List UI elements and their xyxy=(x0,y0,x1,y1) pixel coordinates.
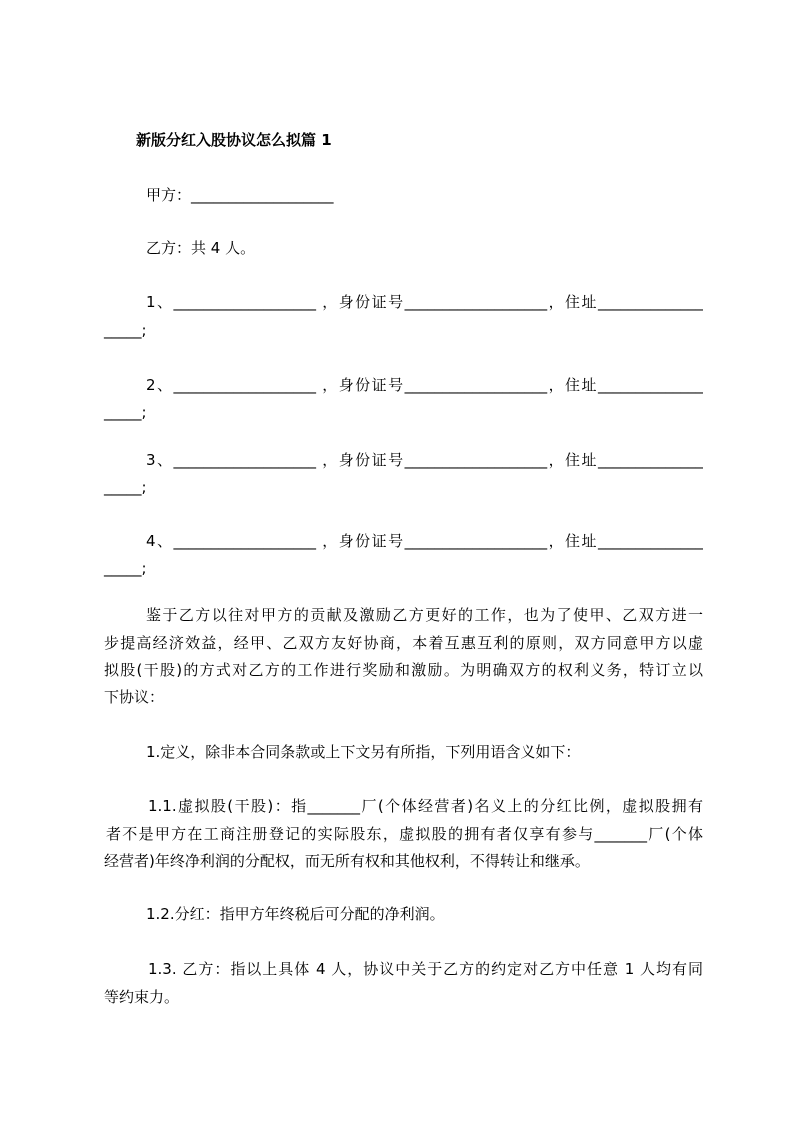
preamble-line: 鉴于乙方以往对甲方的贡献及激励乙方更好的工作，也为了使甲、乙双方进一 xyxy=(146,606,703,624)
party-b-line: 乙方：共 4 人。 xyxy=(146,239,256,257)
member-4-line: 4、___________________ ，身份证号___________________，住址______________ xyxy=(146,532,703,550)
party-a-line: 甲方：___________________ xyxy=(146,186,334,204)
member-3-cont: _____; xyxy=(104,478,147,496)
member-4-cont: _____; xyxy=(104,559,147,577)
clause-1-2: 1.2.分红：指甲方年终税后可分配的净利润。 xyxy=(146,905,445,923)
preamble-line: 拟股(干股)的方式对乙方的工作进行奖励和激励。为明确双方的权利义务，特订立以 xyxy=(104,661,703,679)
member-2-line: 2、___________________ ，身份证号___________________，住址______________ xyxy=(146,376,703,394)
preamble-line: 下协议： xyxy=(104,688,165,706)
clause-1-1-line: 经营者)年终净利润的分配权，而无所有权和其他权利，不得转让和继承。 xyxy=(104,852,590,870)
clause-1-3-line: 等约束力。 xyxy=(104,988,180,1006)
member-1-line: 1、___________________ ，身份证号___________________，住址______________ xyxy=(146,293,703,311)
member-1-cont: _____; xyxy=(104,321,147,339)
clause-1-1-line: 者不是甲方在工商注册登记的实际股东，虚拟股的拥有者仅享有参与_______厂(个体 xyxy=(106,825,703,843)
member-3-line: 3、___________________ ，身份证号___________________，住址______________ xyxy=(146,451,703,469)
clause-1-1-line: 1.1.虚拟股(干股)：指_______厂(个体经营者)名义上的分红比例，虚拟股拥有 xyxy=(148,797,703,815)
document-title: 新版分红入股协议怎么拟篇 1 xyxy=(136,131,332,149)
clause-1: 1.定义，除非本合同条款或上下文另有所指，下列用语含义如下： xyxy=(146,743,581,761)
preamble-line: 步提高经济效益，经甲、乙双方友好协商，本着互惠互利的原则，双方同意甲方以虚 xyxy=(104,634,703,652)
member-2-cont: _____; xyxy=(104,403,147,421)
clause-1-3-line: 1.3. 乙方：指以上具体 4 人，协议中关于乙方的约定对乙方中任意 1 人均有同 xyxy=(148,960,703,978)
